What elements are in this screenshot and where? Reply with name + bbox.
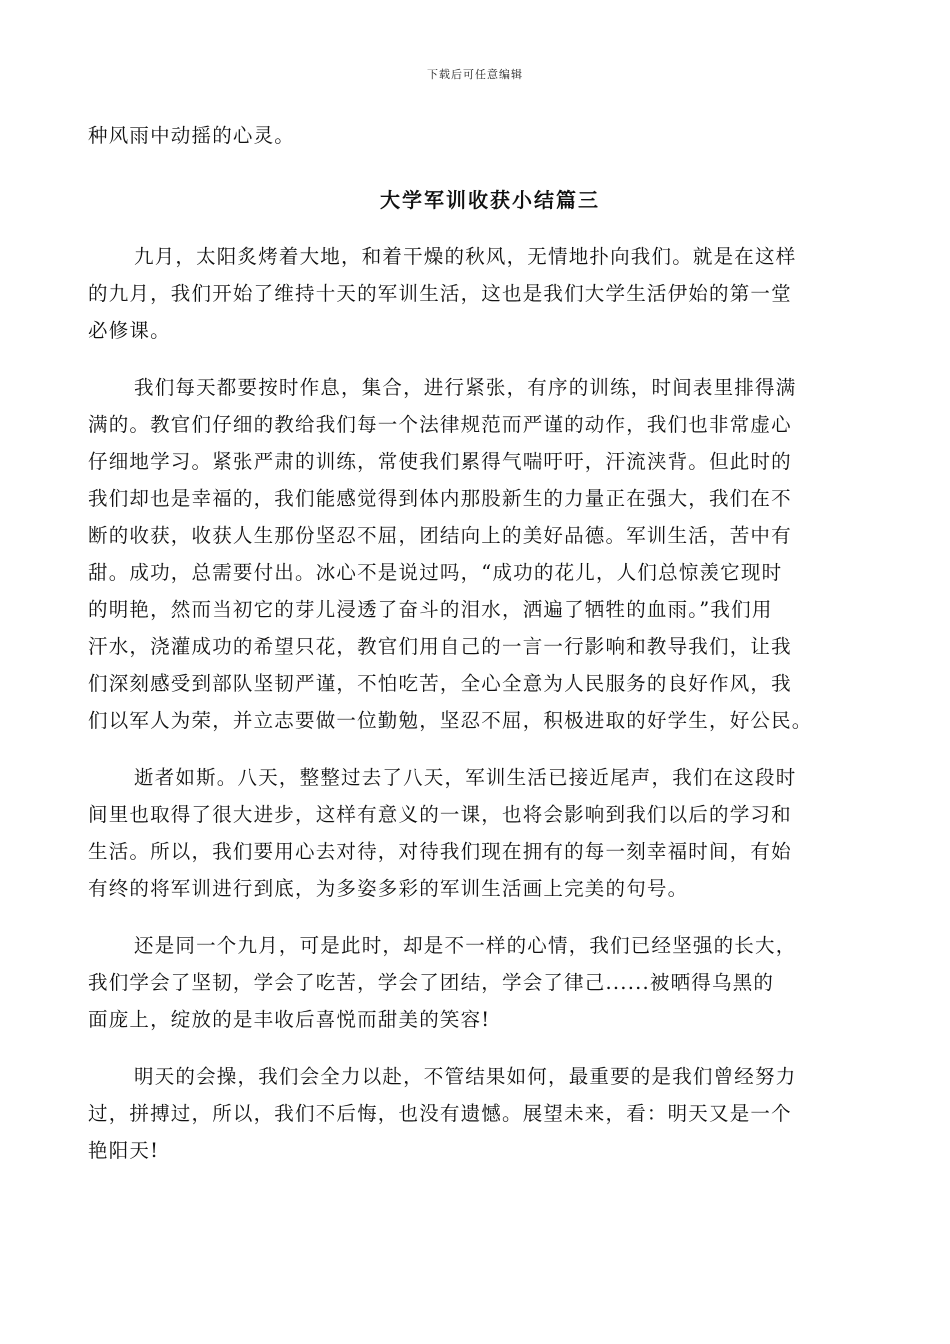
paragraph-line: 仔细地学习。紧张严肃的训练，常使我们累得气喘吁吁，汗流浃背。但此时的 [88, 450, 792, 473]
paragraph-line: 必修课。 [88, 319, 171, 342]
paragraph [88, 238, 862, 349]
paragraph-line: 汗水，浇灌成功的希望只花，教官们用自己的一言一行影响和教导我们，让我 [88, 635, 792, 658]
paragraph [88, 759, 862, 907]
paragraph-line: 生活。所以，我们要用心去对待，对待我们现在拥有的每一刻幸福时间，有始 [88, 840, 792, 863]
paragraph-list [88, 238, 862, 1169]
paragraph-line: 面庞上，绽放的是丰收后喜悦而甜美的笑容! [88, 1008, 491, 1031]
paragraph-line: 断的收获，收获人生那份坚忍不屈，团结向上的美好品德。军训生活，苦中有 [88, 524, 792, 547]
paragraph [88, 369, 862, 739]
paragraph-line: 间里也取得了很大进步，这样有意义的一课，也将会影响到我们以后的学习和 [88, 803, 792, 826]
section-title: 大学军训收获小结篇三 [380, 188, 600, 212]
paragraph-line: 过，拼搏过，所以，我们不后悔，也没有遗憾。展望未来，看：明天又是一个 [88, 1102, 792, 1125]
paragraph-line: 还是同一个九月，可是此时，却是不一样的心情，我们已经坚强的长大， [134, 934, 797, 957]
paragraph [88, 1058, 862, 1169]
paragraph-line: 的九月，我们开始了维持十天的军训生活，这也是我们大学生活伊始的第一堂 [88, 282, 792, 305]
paragraph-line: 我们每天都要按时作息，集合，进行紧张，有序的训练，时间表里排得满 [134, 376, 797, 399]
paragraph-line: 逝者如斯。八天，整整过去了八天，军训生活已接近尾声，我们在这段时 [134, 766, 797, 789]
paragraph-line: 有终的将军训进行到底，为多姿多彩的军训生活画上完美的句号。 [88, 877, 689, 900]
paragraph-line: 明天的会操，我们会全力以赴，不管结果如何，最重要的是我们曾经努力 [134, 1065, 797, 1088]
paragraph-line: 们以军人为荣，并立志要做一位勤勉，坚忍不屈，积极进取的好学生，好公民。 [88, 709, 813, 732]
paragraph-line: 九月，太阳炙烤着大地，和着干燥的秋风，无情地扑向我们。就是在这样 [134, 245, 797, 268]
document-body [88, 117, 862, 1189]
paragraph-line: 满的。教官们仔细的教给我们每一个法律规范而严谨的动作，我们也非常虚心 [88, 413, 792, 436]
paragraph-line: 我们学会了坚韧，学会了吃苦，学会了团结，学会了律己......被晒得乌黑的 [88, 971, 775, 994]
continued-line: 种风雨中动摇的心灵。 [88, 124, 296, 147]
paragraph-line: 我们却也是幸福的，我们能感觉得到体内那股新生的力量正在强大，我们在不 [88, 487, 792, 510]
paragraph-line: 甜。成功，总需要付出。冰心不是说过吗，“成功的花儿，人们总惊羡它现时 [88, 561, 783, 584]
paragraph-line: 们深刻感受到部队坚韧严谨，不怕吃苦，全心全意为人民服务的良好作风，我 [88, 672, 792, 695]
page-header-note: 下载后可任意编辑 [427, 68, 523, 81]
paragraph-line: 艳阳天! [88, 1139, 160, 1162]
paragraph [88, 927, 862, 1038]
paragraph-line: 的明艳，然而当初它的芽儿浸透了奋斗的泪水，洒遍了牺牲的血雨。”我们用 [88, 598, 773, 621]
